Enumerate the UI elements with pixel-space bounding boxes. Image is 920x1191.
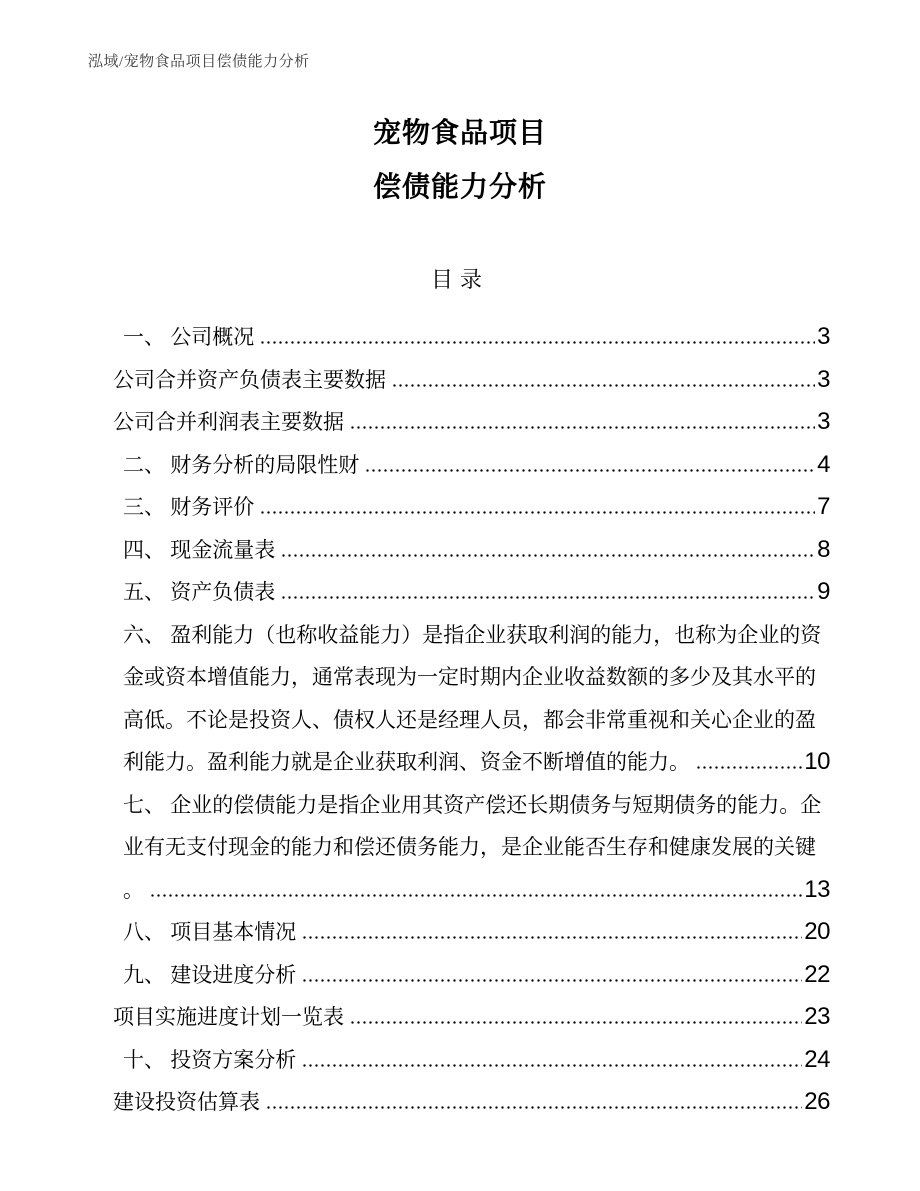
toc-entry-continued[interactable] [96, 784, 830, 827]
toc-entry-continued[interactable] [96, 699, 830, 742]
toc-entry-text: 五、 资产负债表 [123, 580, 276, 604]
toc-entry[interactable] [96, 316, 830, 359]
toc-entry-text: 七、 企业的偿债能力是指企业用其资产偿还长期债务与短期债务的能力。企 [123, 792, 822, 817]
dot-leader [303, 979, 802, 982]
toc-entry[interactable] [96, 869, 830, 912]
toc-entry-text: 金或资本增值能力，通常表现为一定时期内企业收益数额的多少及其水平的 [123, 665, 816, 689]
dot-leader [366, 469, 815, 472]
toc-entry-text: 二、 财务分析的局限性财 [123, 452, 360, 477]
toc-entry-text: 九、 建设进度分析 [123, 962, 297, 987]
toc-entry-text: 四、 现金流量表 [123, 537, 276, 562]
dot-leader [261, 341, 815, 344]
toc-page-number: 3 [817, 365, 830, 393]
toc-entry[interactable] [96, 954, 830, 997]
toc-page-number: 23 [804, 1003, 830, 1030]
toc-entry[interactable] [96, 996, 830, 1039]
toc-entry-text: 项目实施进度计划一览表 [113, 1005, 344, 1029]
toc-page-number: 3 [817, 408, 830, 435]
toc-entry-text: 八、 项目基本情况 [123, 920, 297, 944]
dot-leader [351, 1021, 802, 1024]
toc-entry-text: 公司合并资产负债表主要数据 [113, 367, 386, 392]
toc-entry-text: 六、 盈利能力（也称收益能力）是指企业获取利润的能力，也称为企业的资 [123, 622, 822, 647]
toc-entry-text: 利能力。盈利能力就是企业获取利润、资金不断增值的能力。 [123, 750, 690, 774]
table-of-contents [96, 316, 830, 1124]
dot-leader [282, 554, 815, 557]
dot-leader [351, 426, 815, 429]
toc-entry[interactable] [96, 1039, 830, 1082]
toc-entry[interactable] [96, 911, 830, 954]
toc-page-number: 20 [804, 918, 830, 945]
dot-leader [697, 766, 802, 769]
toc-page-number: 13 [804, 875, 830, 903]
toc-entry-text: 十、 投资方案分析 [123, 1047, 297, 1072]
dot-leader [303, 936, 802, 939]
toc-entry[interactable] [96, 486, 830, 529]
document-title-line-1: 宠物食品项目 [372, 117, 547, 148]
toc-entry[interactable] [96, 444, 830, 487]
toc-entry-text: 三、 财务评价 [123, 495, 255, 519]
toc-entry[interactable] [96, 1081, 830, 1124]
toc-entry[interactable] [96, 741, 830, 784]
toc-page-number: 8 [817, 535, 830, 563]
dot-leader [282, 596, 815, 599]
dot-leader [303, 1064, 802, 1067]
dot-leader [261, 511, 815, 514]
dot-leader [393, 384, 815, 387]
toc-entry-text: 。 [123, 877, 144, 902]
toc-entry-text: 建设投资估算表 [113, 1090, 260, 1114]
toc-entry[interactable] [96, 571, 830, 614]
toc-entry-continued[interactable] [96, 656, 830, 699]
toc-entry-text: 业有无支付现金的能力和偿还债务能力，是企业能否生存和健康发展的关键 [123, 835, 816, 859]
toc-page-number: 22 [804, 960, 830, 988]
dot-leader [267, 1106, 802, 1109]
document-header-text: 泓域/宠物食品项目偿债能力分析 [88, 54, 310, 70]
toc-page-number: 24 [804, 1045, 830, 1073]
toc-entry-continued[interactable] [96, 614, 830, 657]
toc-page-number: 4 [817, 450, 830, 478]
toc-entry[interactable] [96, 401, 830, 444]
toc-page-number: 3 [817, 323, 830, 350]
toc-entry-text: 高低。不论是投资人、债权人还是经理人员，都会非常重视和关心企业的盈 [123, 707, 816, 732]
toc-page-number: 26 [804, 1088, 830, 1115]
document-title-line-2: 偿债能力分析 [372, 171, 547, 202]
toc-page-number: 7 [817, 493, 830, 520]
toc-entry[interactable] [96, 529, 830, 572]
toc-entry-text: 一、 公司概况 [123, 325, 255, 349]
toc-heading: 目录 [430, 267, 489, 292]
toc-entry-text: 公司合并利润表主要数据 [113, 410, 344, 434]
toc-page-number: 10 [804, 748, 830, 775]
toc-entry-continued[interactable] [96, 826, 830, 869]
dot-leader [151, 894, 802, 897]
toc-page-number: 9 [817, 578, 830, 605]
toc-entry[interactable] [96, 359, 830, 402]
